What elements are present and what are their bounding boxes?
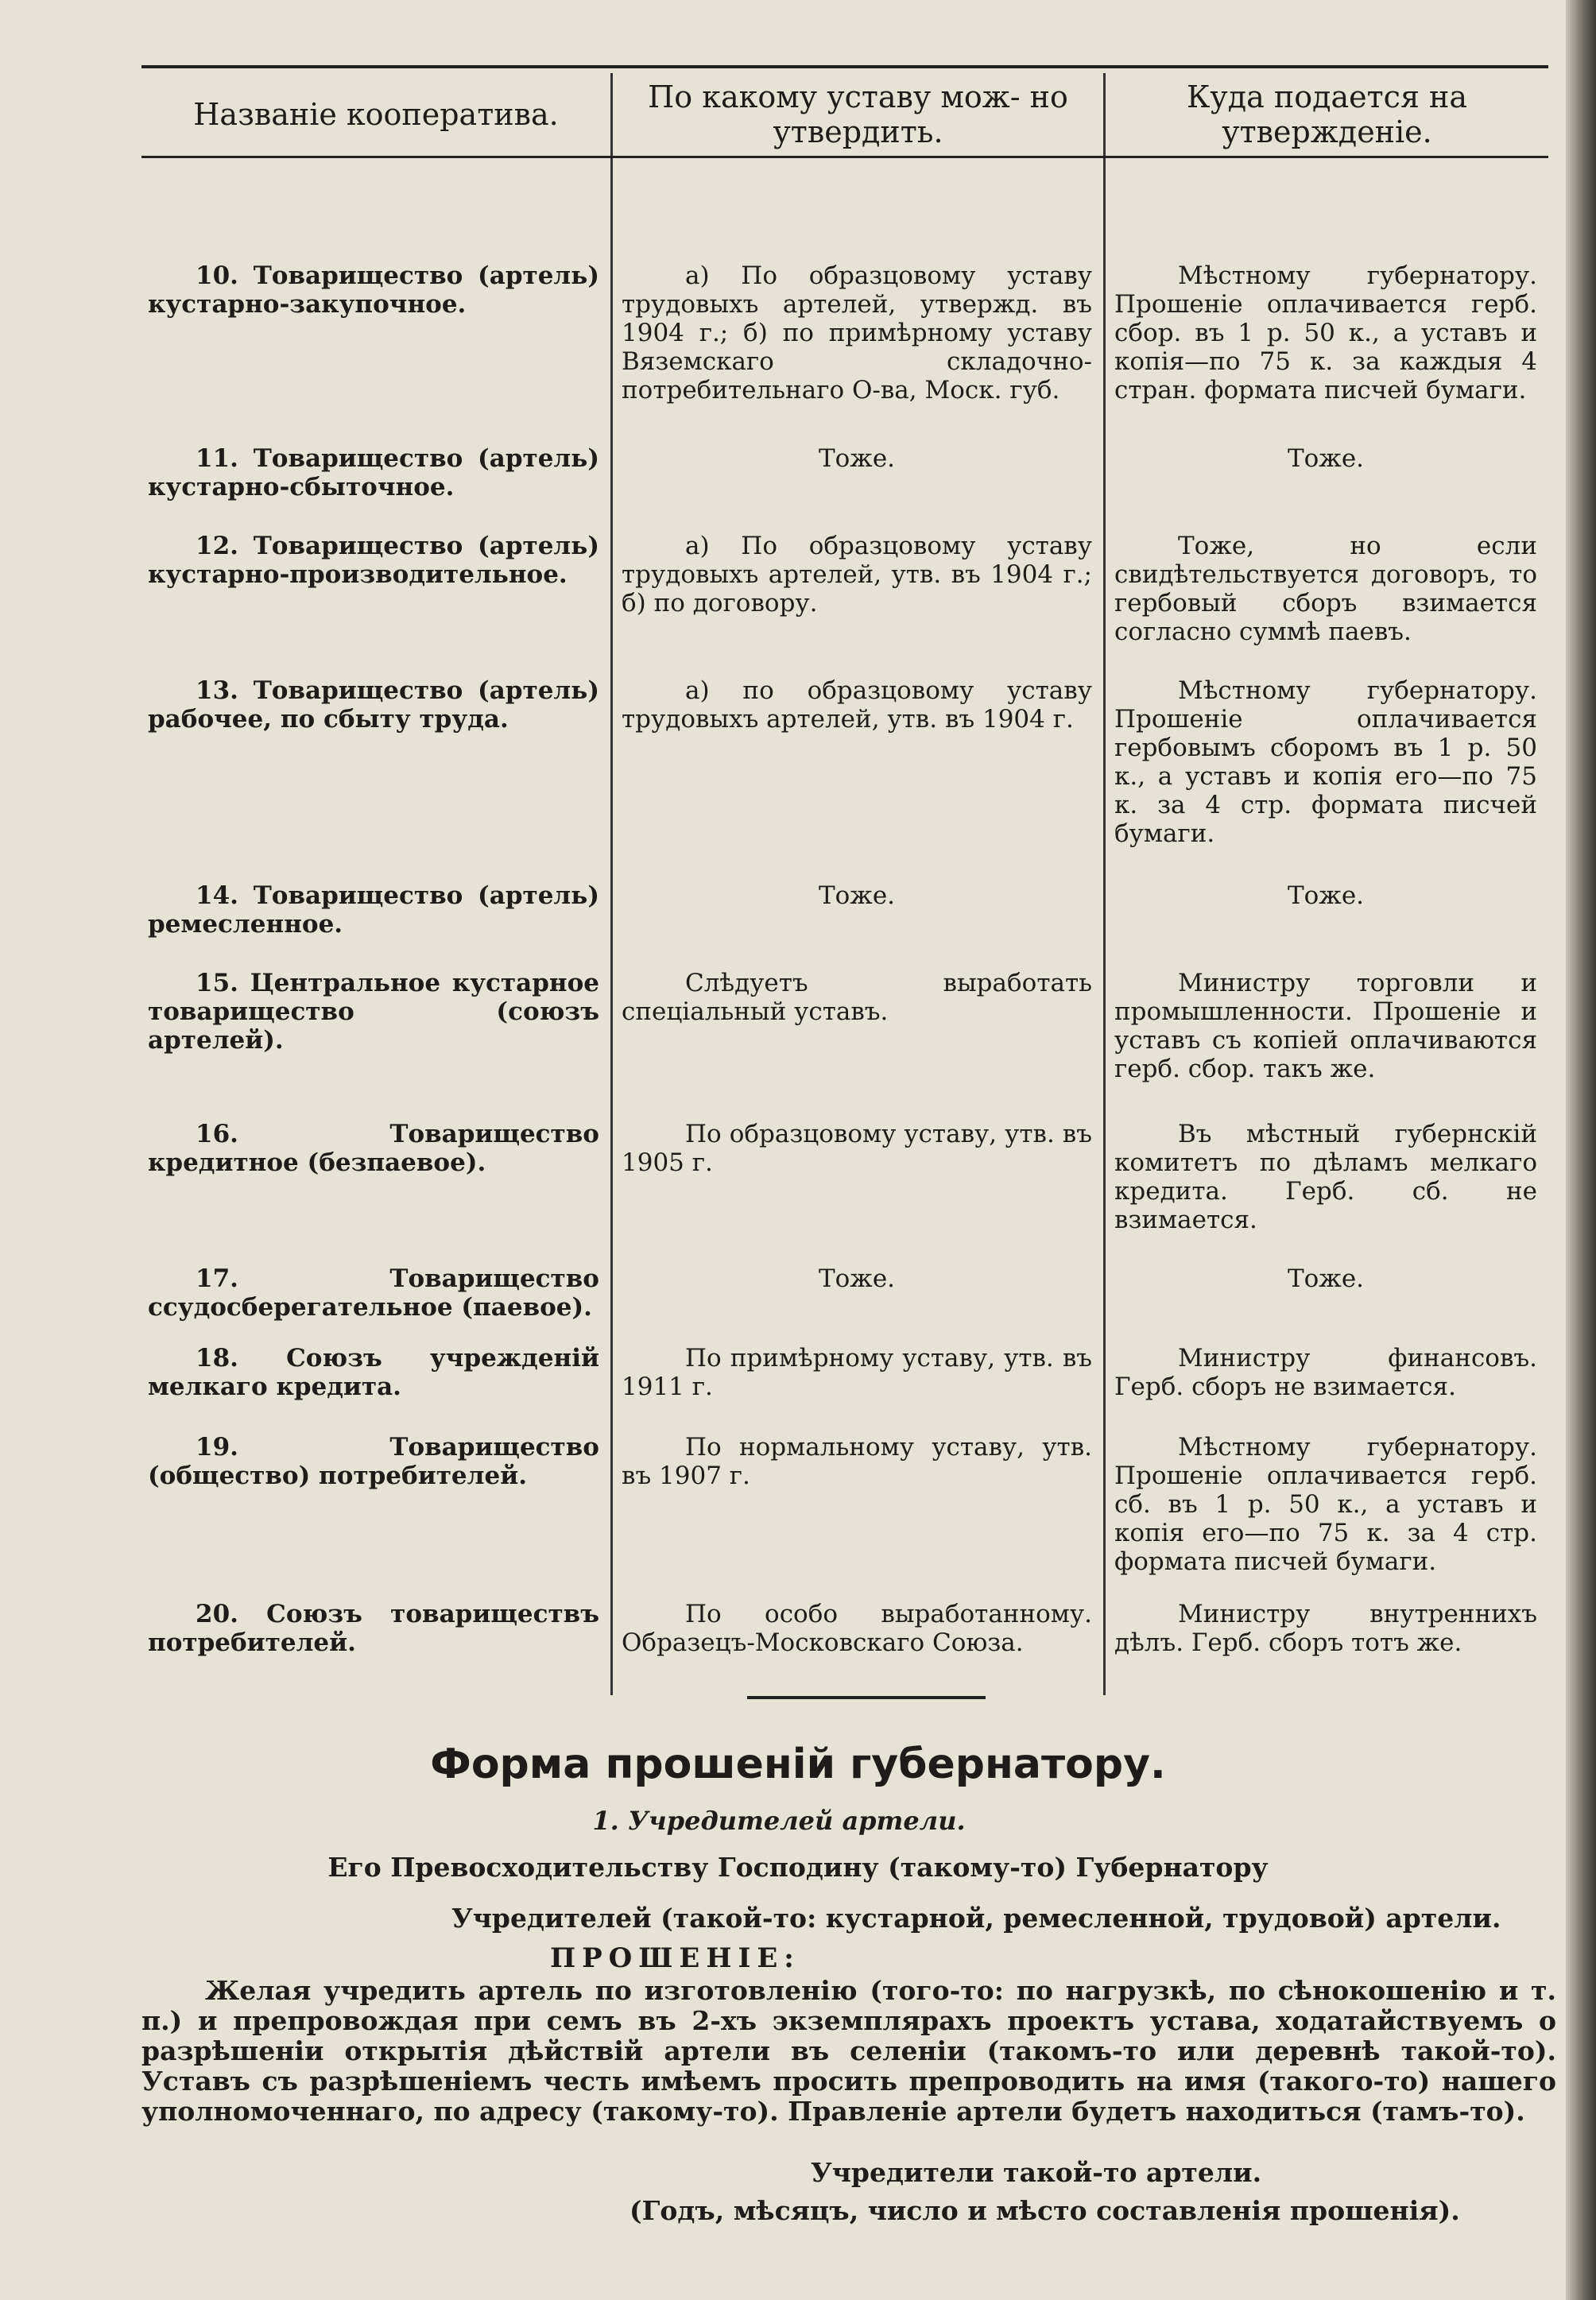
petition-body: Желая учредить артель по изготовленію (того-то: по нагрузкѣ, по сѣнокошенію и т. п.) и препровождая при семъ въ 2-хъ экземплярахъ проектъ устава, ходатайствуемъ о разрѣшеніи открытія дѣйствій артели въ селеніи (такомъ-то или деревнѣ такой-то). Уставъ съ разрѣшеніемъ честь имѣемъ просить препроводить на имя (такого-то) нашего уполномоченнаго, по адресу (такому-то). Правленіе артели будетъ находиться (тамъ-то). [141, 1975, 1556, 2127]
row-20-where: Министру внутреннихъ дѣлъ. Герб. сборъ тотъ же. [1114, 1600, 1537, 1657]
row-18-statute: По примѣрному уставу, утв. въ 1911 г. [622, 1344, 1092, 1401]
row-19-where: Мѣстному губернатору. Прошеніе оплачивается герб. сб. въ 1 р. 50 к., а уставъ и копія его—по 75 к. за 4 стр. формата писчей бумаги. [1114, 1433, 1537, 1576]
row-16-name: 16. Товарищество кредитное (безпаевое). [148, 1120, 599, 1177]
table-header [141, 73, 1548, 158]
header-where-submitted: Куда подается на утвержденіе. [1103, 73, 1548, 156]
row-11-name: 11. Товарищество (артель) кустарно-сбыточное. [148, 444, 599, 501]
signature-line: Учредители такой-то артели. [811, 2157, 1262, 2188]
row-13-name: 13. Товарищество (артель) рабочее, по сбыту труда. [148, 676, 599, 734]
row-20-name: 20. Союзъ товариществъ потребителей. [148, 1600, 599, 1657]
row-11-where: Тоже. [1287, 444, 1365, 473]
row-13-statute: а) по образцовому уставу трудовыхъ артелей, утв. въ 1904 г. [622, 676, 1092, 734]
cooperatives-table [141, 65, 1548, 1695]
row-18-where: Министру финансовъ. Герб. сборъ не взимается. [1114, 1344, 1537, 1401]
row-14-where: Тоже. [1287, 881, 1365, 910]
row-12-where: Тоже, но если свидѣтельствуется договоръ, то гербовый сборъ взимается согласно суммѣ паевъ. [1114, 532, 1537, 646]
row-15-where: Министру торговли и промышленности. Прошеніе и уставъ съ копіей оплачиваются герб. сбор. такъ же. [1114, 969, 1537, 1083]
row-13-where: Мѣстному губернатору. Прошеніе оплачивается гербовымъ сборомъ въ 1 р. 50 к., а уставъ и копія его—по 75 к. за 4 стр. формата писчей бумаги. [1114, 676, 1537, 848]
row-11-statute: Тоже. [818, 444, 896, 473]
row-14-name: 14. Товарищество (артель) ремесленное. [148, 881, 599, 939]
row-16-statute: По образцовому уставу, утв. въ 1905 г. [622, 1120, 1092, 1177]
row-14-statute: Тоже. [818, 881, 896, 910]
row-12-statute: а) По образцовому уставу трудовыхъ артелей, утв. въ 1904 г.; б) по договору. [622, 532, 1092, 618]
form-subtitle: 1. Учредителей артели. [592, 1806, 966, 1836]
row-15-name: 15. Центральное кустарное товарищество (союзъ артелей). [148, 969, 599, 1055]
form-title: Форма прошеній губернатору. [430, 1740, 1166, 1788]
row-16-where: Въ мѣстный губернскій комитетъ по дѣламъ мелкаго кредита. Герб. сб. не взимается. [1114, 1120, 1537, 1234]
header-statute: По какому уставу мож- но утвердить. [610, 73, 1103, 156]
from-line: Учредителей (такой-то: кустарной, ремесленной, трудовой) артели. [451, 1903, 1501, 1934]
section-divider [747, 1696, 986, 1699]
row-19-name: 19. Товарищество (общество) потребителей. [148, 1433, 599, 1490]
addressee-line: Его Превосходительству Господину (такому-то) Губернатору [327, 1852, 1269, 1883]
book-spine-shadow [1566, 0, 1596, 2300]
header-cooperative-name: Названіе кооператива. [193, 97, 559, 132]
petition-heading: ПРОШЕНІЕ: [550, 1942, 800, 1974]
row-10-where: Мѣстному губернатору. Прошеніе оплачивается герб. сбор. въ 1 р. 50 к., а уставъ и копія—по 75 к. за каждыя 4 стран. формата писчей бумаги. [1114, 261, 1537, 405]
row-17-name: 17. Товарищество ссудосберегательное (паевое). [148, 1264, 599, 1322]
row-10-statute: а) По образцовому уставу трудовыхъ артелей, утвержд. въ 1904 г.; б) по примѣрному уставу Вяземскаго складочно-потребительнаго О-ва, Моск. губ. [622, 261, 1092, 405]
date-place-line: (Годъ, мѣсяцъ, число и мѣсто составленія прошенія). [629, 2195, 1460, 2226]
row-17-statute: Тоже. [818, 1264, 896, 1293]
row-18-name: 18. Союзъ учрежденій мелкаго кредита. [148, 1344, 599, 1401]
row-10-name: 10. Товарищество (артель) кустарно-закупочное. [148, 261, 599, 319]
row-19-statute: По нормальному уставу, утв. въ 1907 г. [622, 1433, 1092, 1490]
row-12-name: 12. Товарищество (артель) кустарно-производительное. [148, 532, 599, 589]
top-rule [141, 65, 1548, 68]
row-17-where: Тоже. [1287, 1264, 1365, 1293]
row-15-statute: Слѣдуетъ выработать спеціальный уставъ. [622, 969, 1092, 1026]
table-body [141, 158, 1548, 1695]
row-20-statute: По особо выработанному. Образецъ-Московскаго Союза. [622, 1600, 1092, 1657]
